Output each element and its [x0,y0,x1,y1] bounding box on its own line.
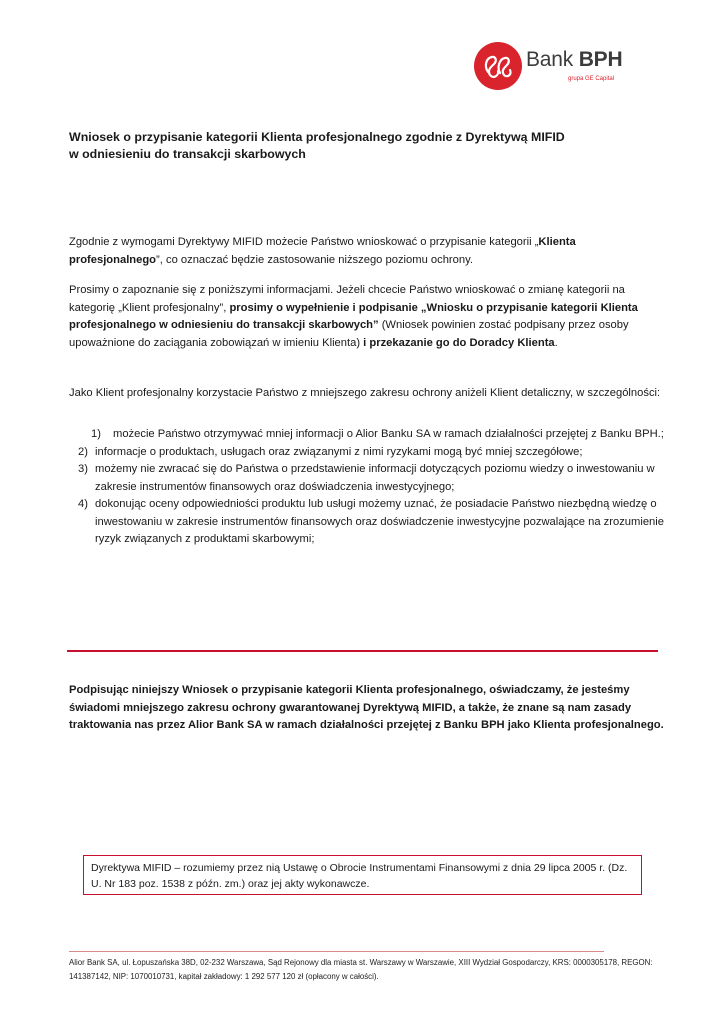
title-line-2: w odniesieniu do transakcji skarbowych [69,147,306,161]
request-paragraph: Prosimy o zapoznanie się z poniższymi informacjami. Jeżeli chcecie Państwo wnioskować o zmianę kategorii na kategorię „Klient profesjonalny”, prosimy o wypełnienie i podpisanie „Wniosku o przypisanie kategorii Klienta profesjonalnego w odniesieniu do transakcji skarbowych” (Wniosek powinien zostać podpisany przez osoby upoważnione do zaciągania zobowiązań w imieniu Klienta) i przekazanie go do Doradcy Klienta. [69,284,638,349]
section-divider [67,650,658,652]
title-line-1: Wniosek o przypisanie kategorii Klienta profesjonalnego zgodnie z Dyrektywą MIFID [69,130,565,144]
list-item: 3) możemy nie zwracać się do Państwa o przedstawienie informacji dotyczących poziomu wiedzy o inwestowaniu w zakresie instrumentów finansowych oraz doświadczenia inwestycyjnego; [78,463,655,493]
consequences-lead: Jako Klient profesjonalny korzystacie Państwo z mniejszego zakresu ochrony aniżeli Klient detaliczny, w szczególności: [69,387,661,399]
declaration-paragraph: Podpisując niniejszy Wniosek o przypisanie kategorii Klienta profesjonalnego, oświadczamy, że jesteśmy świadomi mniejszego zakresu ochrony gwarantowanej Dyrektywą MIFID, a także, że znane są nam zasady traktowania nas przez Alior Bank SA w ramach działalności przejętej z Banku BPH jako Klienta profesjonalnego. [69,684,664,731]
intro-paragraph: Zgodnie z wymogami Dyrektywy MIFID możecie Państwo wnioskować o przypisanie kategorii „Klienta profesjonalnego”, co oznaczać będzie zastosowanie niższego poziomu ochrony. [69,236,576,266]
list-item: 4) dokonując oceny odpowiedniości produktu lub usługi możemy uznać, że posiadacie Państwo niezbędną wiedzę o inwestowaniu w zakresie instrumentów finansowych oraz doświadczenie inwestycyjne pozwalające na zrozumienie ryzyk związanych z produktami skarbowymi; [78,498,664,545]
document-title [69,129,669,163]
company-footer: Alior Bank SA, ul. Łopuszańska 38D, 02-232 Warszawa, Sąd Rejonowy dla miasta st. Warszawy w Warszawie, XIII Wydział Gospodarczy, KRS: 0000305178, REGON: 141387142, NIP: 1070010731, kapitał zakładowy: 1 292 577 120 zł (opłacony w całości). [69,958,653,981]
footer-divider [69,951,604,952]
consequences-list [76,426,666,549]
bank-logo-subtitle: grupa GE Capital [568,76,615,82]
list-item: 2) informacje o produktach, usługach oraz związanymi z nimi ryzykami mogą być mniej szczegółowe; [78,445,583,458]
bank-logo-icon [474,42,522,90]
bank-logo [474,42,624,92]
bank-logo-name: Bank BPH [526,48,623,71]
mifid-definition-note: Dyrektywa MIFID – rozumiemy przez nią Ustawę o Obrocie Instrumentami Finansowymi z dnia 29 lipca 2005 r. (Dz. U. Nr 183 poz. 1538 z późn. zm.) oraz jej akty wykonawcze. [83,855,642,895]
list-item: 1) możecie Państwo otrzymywać mniej informacji o Alior Banku SA w ramach działalności przejętej z Banku BPH.; [91,428,664,440]
